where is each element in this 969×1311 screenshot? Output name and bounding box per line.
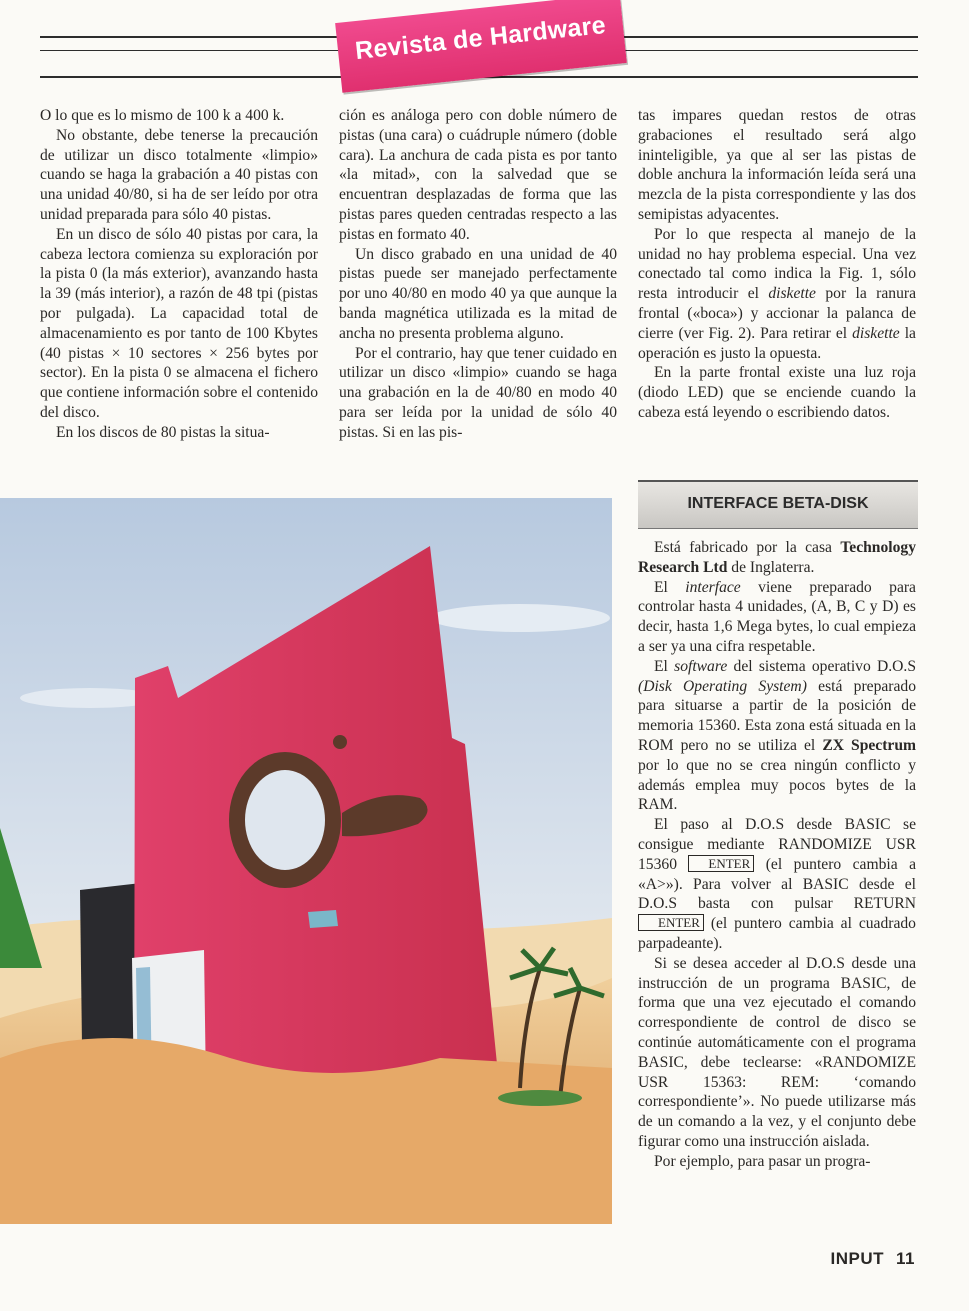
text-span: (el puntero cambia al cuadrado parpadeante). — [638, 915, 916, 952]
paragraph: En un disco de sólo 40 pistas por cara, la cabeza lectora comienza su exploración por la pista 0 (la más exterior), avanzando hasta la 39 (más interior), a razón de 48 tpi (pistas por pulgada). La capacidad total de almacenamiento es por tanto de 100 Kbytes (40 pistas × 10 sectores × 256 bytes por sector). En la pista 0 se almacena el fichero que contiene información sobre el contenido del disco. — [40, 225, 318, 421]
paragraph — [638, 225, 916, 364]
text-span: Por lo que respecta al manejo de la unidad no hay problema especial. Una vez conectado tal como indica la Fig. 1, sólo resta introducir el — [638, 225, 916, 303]
paragraph: O lo que es lo mismo de 100 k a 400 k. — [40, 107, 285, 124]
paragraph: En los discos de 80 pistas la situa- — [56, 423, 270, 441]
paragraph — [638, 657, 916, 815]
floppy-disk-desert-illustration — [0, 498, 612, 1224]
paragraph: Por el contrario, hay que tener cuidado en utilizar un disco «limpio» cuando se haga una grabación en la de 40/80 en modo 40 para ser leída por la unidad de sólo 40 pistas. Si en las pis- — [339, 344, 617, 441]
section-banner — [335, 0, 627, 93]
column-3 — [638, 106, 916, 423]
italic-term: (Disk Operating System) — [638, 677, 807, 695]
page-footer — [831, 1249, 915, 1269]
text-span: El — [654, 657, 668, 675]
paragraph: En la parte frontal existe una luz roja (diodo LED) que se enciende cuando la cabeza está leyendo o escribiendo datos. — [638, 364, 916, 421]
italic-term: software — [674, 657, 728, 675]
bold-term: Technology Research Ltd — [638, 539, 916, 576]
enter-key-box: ENTER — [688, 855, 754, 872]
text-span: por la ranura frontal («boca») y accionar la palanca de cierre (ver Fig. 2). Para retirar el — [638, 285, 916, 342]
cloud — [430, 604, 610, 632]
text-span: El — [654, 578, 668, 596]
text-span: (el puntero cambia a «A>»). Para volver al BASIC desde el D.O.S basta con pulsar RETURN — [638, 855, 916, 913]
column-1 — [40, 106, 318, 443]
column-2 — [339, 106, 617, 443]
text-span: El paso al D.O.S desde BASIC se consigue mediante RANDOMIZE USR 15360 — [638, 816, 916, 873]
section-banner-title: Revista de Hardware — [353, 10, 608, 66]
text-span: la operación es justo la opuesta. — [638, 324, 916, 362]
bold-term: ZX Spectrum — [822, 736, 916, 754]
shrub — [498, 1090, 582, 1106]
page-number: 11 — [896, 1249, 915, 1268]
disk-hub-hole — [245, 770, 325, 870]
text-span: del sistema operativo D.O.S — [733, 657, 916, 675]
paragraph: Por ejemplo, para pasar un progra- — [654, 1152, 871, 1170]
magazine-name: INPUT — [830, 1249, 885, 1268]
paragraph: tas impares quedan restos de otras grabaciones el resultado será algo ininteligible, ya que al ser las pistas de doble anchura la información leída será una mezcla de la pista correspondiente y las dos semipistas adyacentes. — [638, 107, 916, 223]
paragraph — [638, 578, 916, 657]
paragraph: Un disco grabado en una unidad de 40 pistas puede ser manejado perfectamente por uno 40/80 en modo 40 ya que aunque la banda magnética utilizada es la mitad de ancha no presenta problema alguno. — [339, 245, 617, 342]
paragraph: No obstante, debe tenerse la precaución de utilizar un disco totalmente «limpio» cuando se haga la grabación a 40 pistas con una unidad 40/80, si ha de ser leído por otra unidad preparada para sólo 40 pistas. — [40, 126, 318, 223]
interface-section-body — [638, 538, 916, 1172]
text-span: está preparado para situarse a partir de la posición de memoria 15360. Esta zona está situada en la ROM pero no se utiliza el — [638, 677, 916, 754]
section-heading: INTERFACE BETA-DISK — [687, 495, 869, 512]
italic-term: diskette — [768, 285, 816, 303]
paragraph: ción es análoga pero con doble número de pistas (una cara) o cuádruple número (doble cara). La anchura de cada pista es por tanto «la mitad», con la salvedad que se encuentran desplazadas de forma que las pistas pares queden centradas respecto a las pistas en formato 40. — [339, 107, 617, 243]
italic-term: interface — [685, 578, 741, 596]
text-span: de Inglaterra. — [731, 558, 815, 576]
index-hole — [333, 735, 347, 749]
paragraph — [638, 538, 916, 578]
paragraph: Si se desea acceder al D.O.S desde una instrucción de un programa BASIC, de forma que una vez ejecutado el comando correspondiente de control de disco se continúe automáticamente con el programa BASIC, debe teclearse: «RANDOMIZE USR 15363: REM: ‘comando correspondiente’». No puede utilizarse más de un comando a la vez, y el conjunto debe figurar como una instrucción aislada. — [638, 954, 916, 1150]
italic-term: diskette — [852, 324, 900, 342]
text-span: por lo que no se crea ningún conflicto y además emplea muy pocos bytes de la RAM. — [638, 756, 916, 814]
text-span: viene preparado para controlar hasta 4 unidades, (A, B, C y D) es decir, hasta 1,6 Mega bytes, lo cual empieza a ser ya una cifra respetable. — [638, 578, 916, 655]
enter-key-box: ENTER — [638, 914, 704, 931]
paragraph — [638, 815, 916, 954]
text-span: Está fabricado por la casa — [654, 539, 832, 556]
section-heading-box — [638, 480, 918, 529]
write-protect-notch — [308, 910, 338, 928]
